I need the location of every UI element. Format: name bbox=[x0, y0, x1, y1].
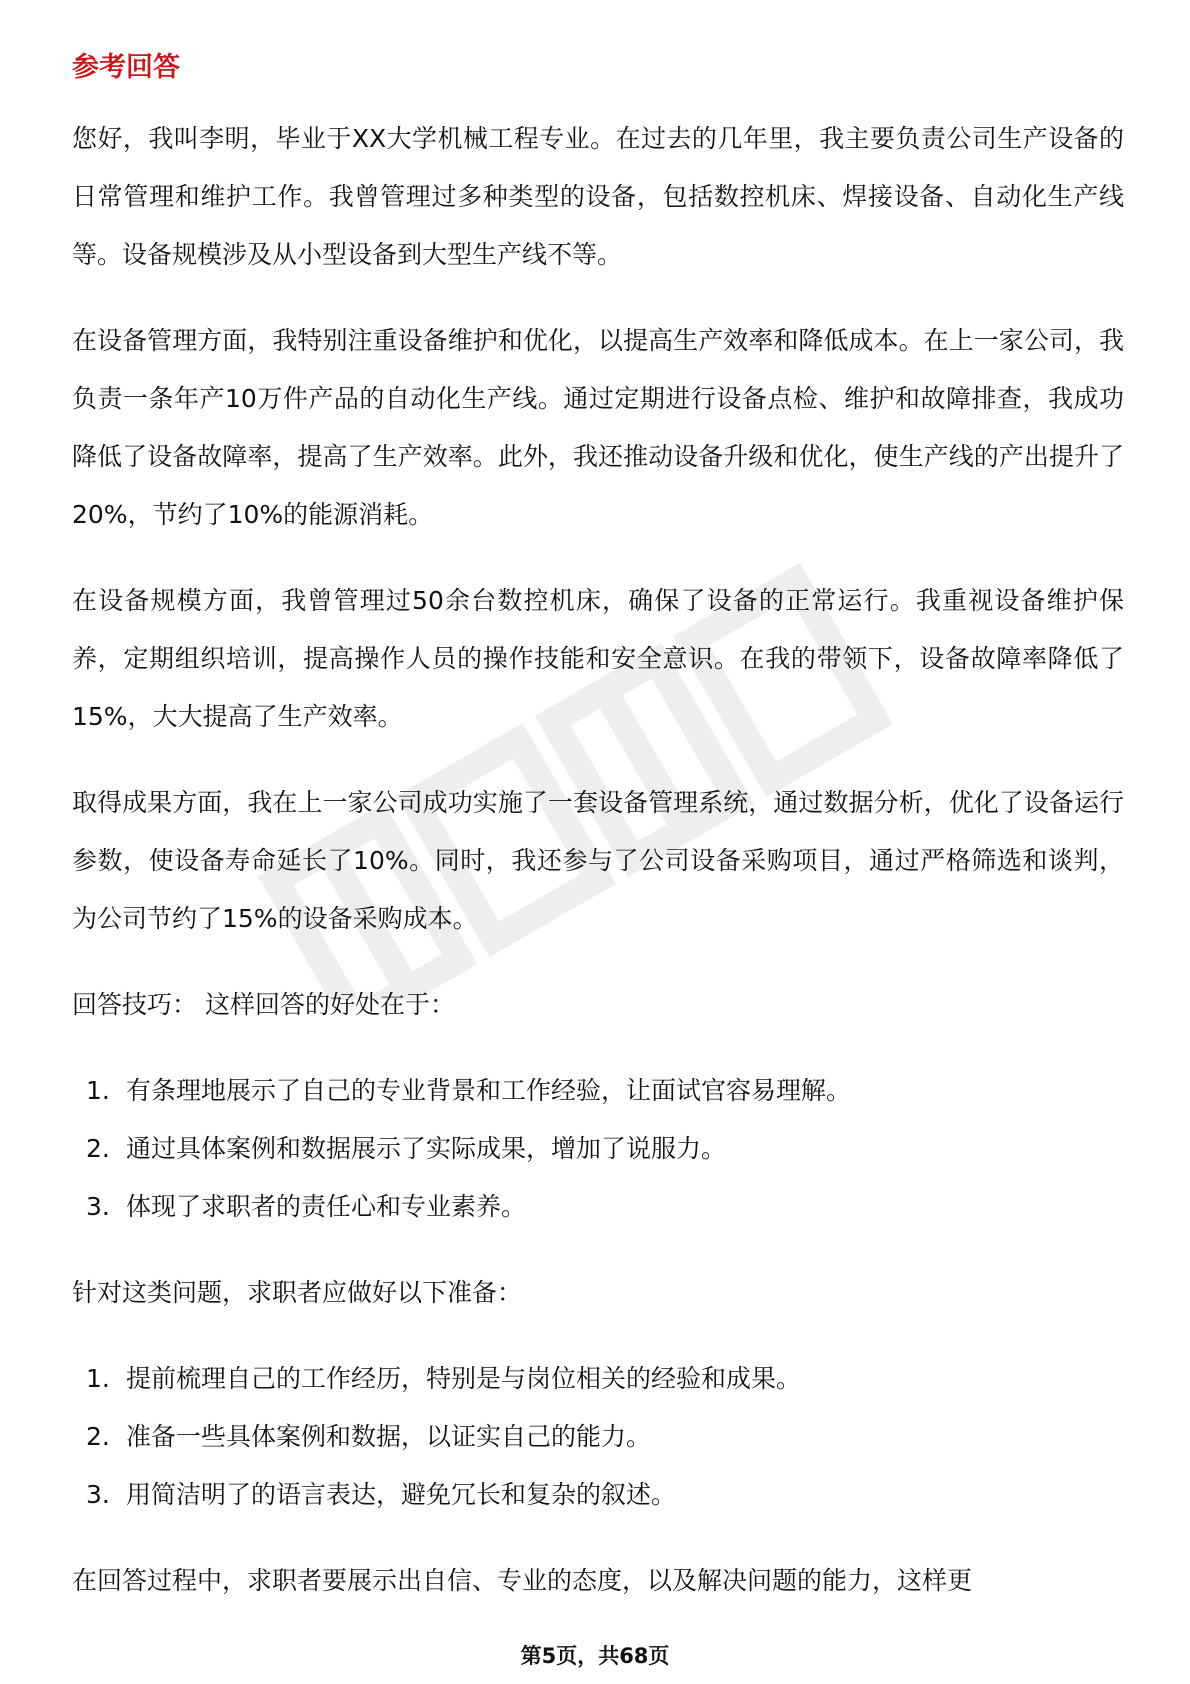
list-number: 3. bbox=[86, 1192, 110, 1221]
list-text: 有条理地展示了自己的专业背景和工作经验，让面试官容易理解。 bbox=[126, 1076, 852, 1105]
paragraph-scale: 在设备规模方面，我曾管理过50余台数控机床，确保了设备的正常运行。我重视设备维护保养，定期组织培训，提高操作人员的操作技能和安全意识。在我的带领下，设备故障率降低了15%，大大提高了生产效率。 bbox=[72, 586, 1124, 731]
list-text: 通过具体案例和数据展示了实际成果，增加了说服力。 bbox=[126, 1134, 727, 1163]
list-item bbox=[72, 1466, 1124, 1524]
list-item bbox=[72, 1062, 1124, 1120]
list-text: 准备一些具体案例和数据，以证实自己的能力。 bbox=[126, 1422, 652, 1451]
paragraph-closing: 在回答过程中，求职者要展示出自信、专业的态度，以及解决问题的能力，这样更 bbox=[72, 1566, 973, 1595]
page-number: 第5页，共68页 bbox=[520, 1644, 670, 1668]
list-text: 体现了求职者的责任心和专业素养。 bbox=[126, 1192, 527, 1221]
list-text: 提前梳理自己的工作经历，特别是与岗位相关的经验和成果。 bbox=[126, 1364, 802, 1393]
tips-intro: 回答技巧： 这样回答的好处在于： bbox=[72, 990, 455, 1019]
paragraph-management: 在设备管理方面，我特别注重设备维护和优化，以提高生产效率和降低成本。在上一家公司，我负责一条年产10万件产品的自动化生产线。通过定期进行设备点检、维护和故障排查，我成功降低了设备故障率，提高了生产效率。此外，我还推动设备升级和优化，使生产线的产出提升了20%，节约了10%的能源消耗。 bbox=[72, 326, 1124, 529]
list-text: 用简洁明了的语言表达，避免冗长和复杂的叙述。 bbox=[126, 1480, 677, 1509]
list-item bbox=[72, 1408, 1124, 1466]
paragraph-intro: 您好，我叫李明，毕业于XX大学机械工程专业。在过去的几年里，我主要负责公司生产设备的日常管理和维护工作。我曾管理过多种类型的设备，包括数控机床、焊接设备、自动化生产线等。设备规模涉及从小型设备到大型生产线不等。 bbox=[72, 124, 1124, 269]
section-heading: 参考回答 bbox=[72, 52, 180, 83]
article bbox=[72, 48, 1124, 1638]
list-number: 2. bbox=[86, 1134, 110, 1163]
prep-list bbox=[72, 1350, 1124, 1524]
tips-list bbox=[72, 1062, 1124, 1236]
list-number: 3. bbox=[86, 1480, 110, 1509]
list-number: 2. bbox=[86, 1422, 110, 1451]
list-item bbox=[72, 1350, 1124, 1408]
list-number: 1. bbox=[86, 1076, 110, 1105]
list-number: 1. bbox=[86, 1364, 110, 1393]
list-item bbox=[72, 1120, 1124, 1178]
prep-intro: 针对这类问题，求职者应做好以下准备： bbox=[72, 1278, 523, 1307]
list-item bbox=[72, 1178, 1124, 1236]
paragraph-results: 取得成果方面，我在上一家公司成功实施了一套设备管理系统，通过数据分析，优化了设备运行参数，使设备寿命延长了10%。同时，我还参与了公司设备采购项目，通过严格筛选和谈判，为公司节约了15%的设备采购成本。 bbox=[72, 788, 1124, 933]
